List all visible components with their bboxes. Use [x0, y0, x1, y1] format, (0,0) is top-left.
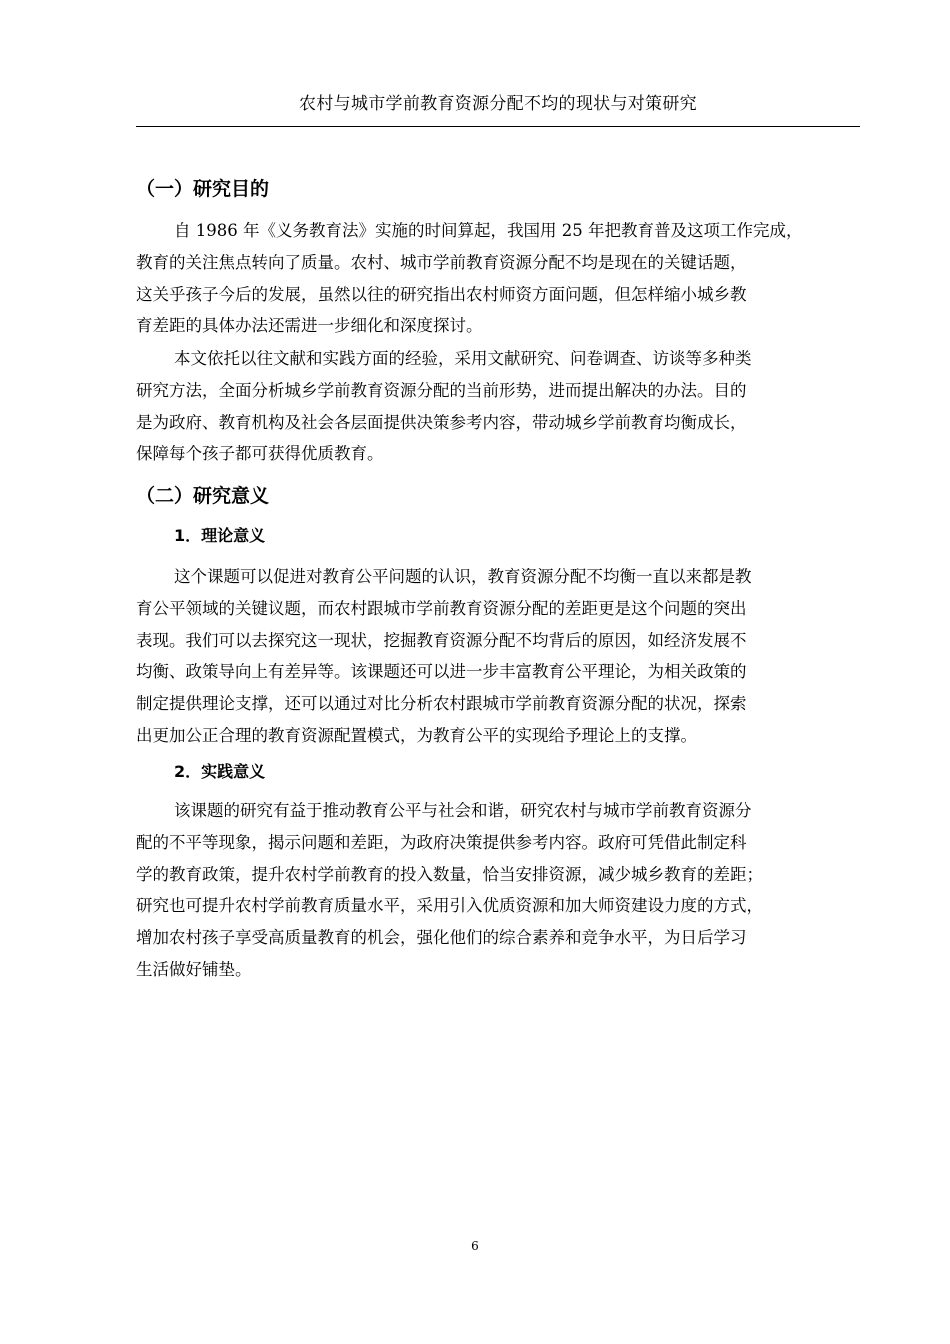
text-line: 教育的关注焦点转向了质量。农村、城市学前教育资源分配不均是现在的关键话题， — [136, 252, 747, 272]
section-heading-research-purpose: （一）研究目的 — [136, 178, 270, 200]
text-line: 制定提供理论支撑，还可以通过对比分析农村跟城市学前教育资源分配的状况，探索 — [136, 694, 747, 714]
text-line: 研究方法，全面分析城乡学前教育资源分配的当前形势，进而提出解决的办法。目的 — [136, 380, 747, 400]
running-header: 农村与城市学前教育资源分配不均的现状与对策研究 — [299, 94, 697, 114]
section-heading-research-significance: （二）研究意义 — [136, 485, 270, 507]
text-line: 出更加公正合理的教育资源配置模式，为教育公平的实现给予理论上的支撑。 — [136, 725, 697, 745]
text-line: 研究也可提升农村学前教育质量水平，采用引入优质资源和加大师资建设力度的方式， — [136, 896, 763, 916]
text-line: 均衡、政策导向上有差异等。该课题还可以进一步丰富教育公平理论，为相关政策的 — [136, 662, 747, 682]
header-divider — [136, 126, 860, 127]
text-line: 该课题的研究有益于推动教育公平与社会和谐，研究农村与城市学前教育资源分 — [174, 801, 752, 820]
text-line: 本文依托以往文献和实践方面的经验，采用文献研究、问卷调查、访谈等多种类 — [174, 349, 752, 368]
subheading-theoretical-significance: 1．理论意义 — [174, 526, 266, 545]
text-line: 这个课题可以促进对教育公平问题的认识，教育资源分配不均衡一直以来都是教 — [174, 567, 752, 586]
text-line: 增加农村孩子享受高质量教育的机会，强化他们的综合素养和竞争水平，为日后学习 — [136, 928, 747, 948]
text-line: 学的教育政策，提升农村学前教育的投入数量，恰当安排资源，减少城乡教育的差距； — [136, 864, 763, 884]
text-line: 配的不平等现象，揭示问题和差距，为政府决策提供参考内容。政府可凭借此制定科 — [136, 832, 747, 852]
subheading-practical-significance: 2．实践意义 — [174, 762, 266, 781]
paragraph-theoretical-significance — [136, 561, 864, 752]
text-line: 保障每个孩子都可获得优质教育。 — [136, 444, 384, 464]
text-line: 生活做好铺垫。 — [136, 959, 252, 979]
text-line: 育差距的具体办法还需进一步细化和深度探讨。 — [136, 316, 483, 336]
paragraph-purpose-1 — [136, 215, 864, 342]
paragraph-purpose-2 — [136, 343, 864, 470]
text-line: 自 1986 年《义务教育法》实施的时间算起，我国用 25 年把教育普及这项工作完成， — [174, 221, 803, 240]
text-line: 表现。我们可以去探究这一现状，挖掘教育资源分配不均背后的原因，如经济发展不 — [136, 630, 747, 650]
text-line: 育公平领域的关键议题，而农村跟城市学前教育资源分配的差距更是这个问题的突出 — [136, 598, 747, 618]
text-line: 是为政府、教育机构及社会各层面提供决策参考内容，带动城乡学前教育均衡成长， — [136, 412, 747, 432]
text-line: 这关乎孩子今后的发展，虽然以往的研究指出农村师资方面问题，但怎样缩小城乡教 — [136, 284, 747, 304]
page-number: 6 — [471, 1239, 479, 1253]
paragraph-practical-significance — [136, 795, 864, 986]
